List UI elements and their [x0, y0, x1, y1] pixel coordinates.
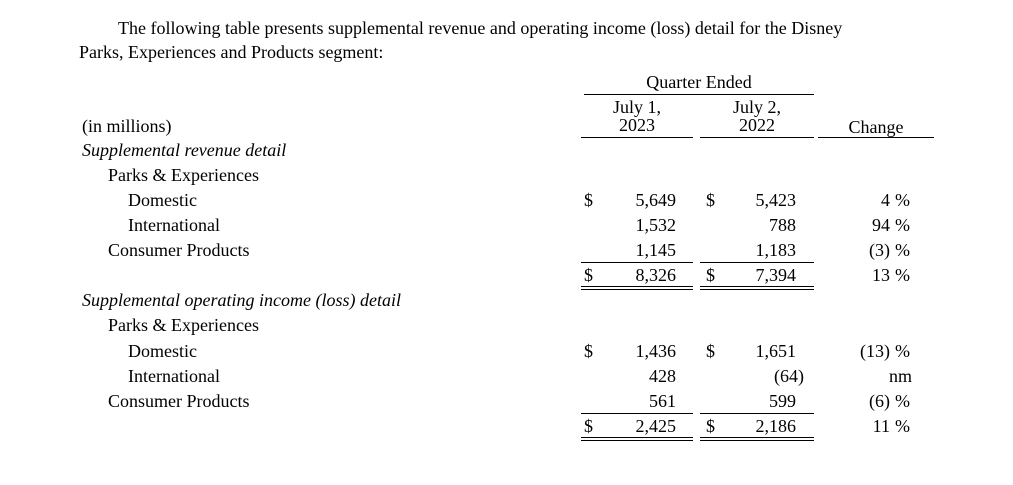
- operating-parks-label: Parks & Experiences: [108, 315, 259, 335]
- revenue-section-title: Supplemental revenue detail: [82, 140, 287, 160]
- revenue-domestic-change: 4: [881, 190, 890, 210]
- operating-total-change: 11: [872, 416, 890, 436]
- quarter-ended-header: Quarter Ended: [646, 72, 752, 92]
- operating-total-2022: 2,186: [755, 416, 796, 436]
- operating-total-double-rule-2022: [700, 437, 814, 441]
- revenue-domestic-dollar-2023: $: [584, 190, 593, 210]
- revenue-international-label: International: [128, 215, 220, 235]
- operating-consumer-products-change: (6): [869, 391, 890, 411]
- operating-consumer-products-pct: %: [895, 391, 910, 411]
- revenue-domestic-dollar-2022: $: [706, 190, 715, 210]
- operating-subtotal-rule-2022: [700, 413, 814, 414]
- revenue-consumer-products-change: (3): [869, 240, 890, 260]
- operating-domestic-label: Domestic: [128, 341, 197, 361]
- col-2022-header-line1: July 2,: [732, 97, 781, 117]
- revenue-total-double-rule-2023: [581, 286, 693, 290]
- col-2022-header-line2: 2022: [739, 115, 775, 135]
- revenue-international-2022: 788: [769, 215, 796, 235]
- revenue-consumer-products-label: Consumer Products: [108, 240, 250, 260]
- revenue-domestic-pct: %: [895, 190, 910, 210]
- revenue-total-change: 13: [872, 265, 890, 285]
- intro-line-2: Parks, Experiences and Products segment:: [79, 42, 384, 62]
- operating-consumer-products-label: Consumer Products: [108, 391, 250, 411]
- operating-domestic-dollar-2022: $: [706, 341, 715, 361]
- col-2023-header-line1: July 1,: [612, 97, 661, 117]
- revenue-subtotal-rule-2022: [700, 262, 814, 263]
- operating-total-dollar-2022: $: [706, 416, 715, 436]
- change-rule: [818, 137, 934, 138]
- revenue-consumer-products-pct: %: [895, 240, 910, 260]
- operating-section-title: Supplemental operating income (loss) detail: [82, 290, 401, 310]
- revenue-international-2023: 1,532: [635, 215, 676, 235]
- operating-consumer-products-2022: 599: [769, 391, 796, 411]
- quarter-ended-rule: [584, 94, 814, 95]
- revenue-international-change: 94: [872, 215, 890, 235]
- operating-total-dollar-2023: $: [584, 416, 593, 436]
- operating-international-2022: (64): [774, 366, 804, 386]
- revenue-consumer-products-2022: 1,183: [755, 240, 796, 260]
- operating-total-double-rule-2023: [581, 437, 693, 441]
- operating-total-pct: %: [895, 416, 910, 436]
- revenue-international-pct: %: [895, 215, 910, 235]
- operating-domestic-pct: %: [895, 341, 910, 361]
- units-label: (in millions): [82, 116, 172, 136]
- operating-total-2023: 2,425: [635, 416, 676, 436]
- revenue-parks-label: Parks & Experiences: [108, 165, 259, 185]
- operating-domestic-change: (13): [860, 341, 890, 361]
- col-2022-rule: [700, 137, 814, 138]
- revenue-subtotal-rule-2023: [581, 262, 693, 263]
- revenue-domestic-label: Domestic: [128, 190, 197, 210]
- revenue-domestic-2023: 5,649: [635, 190, 676, 210]
- revenue-consumer-products-2023: 1,145: [635, 240, 676, 260]
- revenue-total-double-rule-2022: [700, 286, 814, 290]
- operating-international-change: nm: [888, 366, 912, 386]
- intro-line-1: The following table presents supplemental revenue and operating income (loss) detail for the Disney: [118, 18, 843, 38]
- col-2023-rule: [581, 137, 693, 138]
- change-header: Change: [848, 117, 904, 137]
- operating-domestic-2023: 1,436: [635, 341, 676, 361]
- revenue-total-2022: 7,394: [755, 265, 796, 285]
- operating-international-label: International: [128, 366, 220, 386]
- revenue-total-pct: %: [895, 265, 910, 285]
- revenue-domestic-2022: 5,423: [755, 190, 796, 210]
- revenue-total-dollar-2023: $: [584, 265, 593, 285]
- revenue-total-2023: 8,326: [635, 265, 676, 285]
- operating-international-2023: 428: [649, 366, 676, 386]
- revenue-total-dollar-2022: $: [706, 265, 715, 285]
- operating-consumer-products-2023: 561: [649, 391, 676, 411]
- col-2023-header-line2: 2023: [619, 115, 655, 135]
- operating-domestic-dollar-2023: $: [584, 341, 593, 361]
- operating-domestic-2022: 1,651: [755, 341, 796, 361]
- operating-subtotal-rule-2023: [581, 413, 693, 414]
